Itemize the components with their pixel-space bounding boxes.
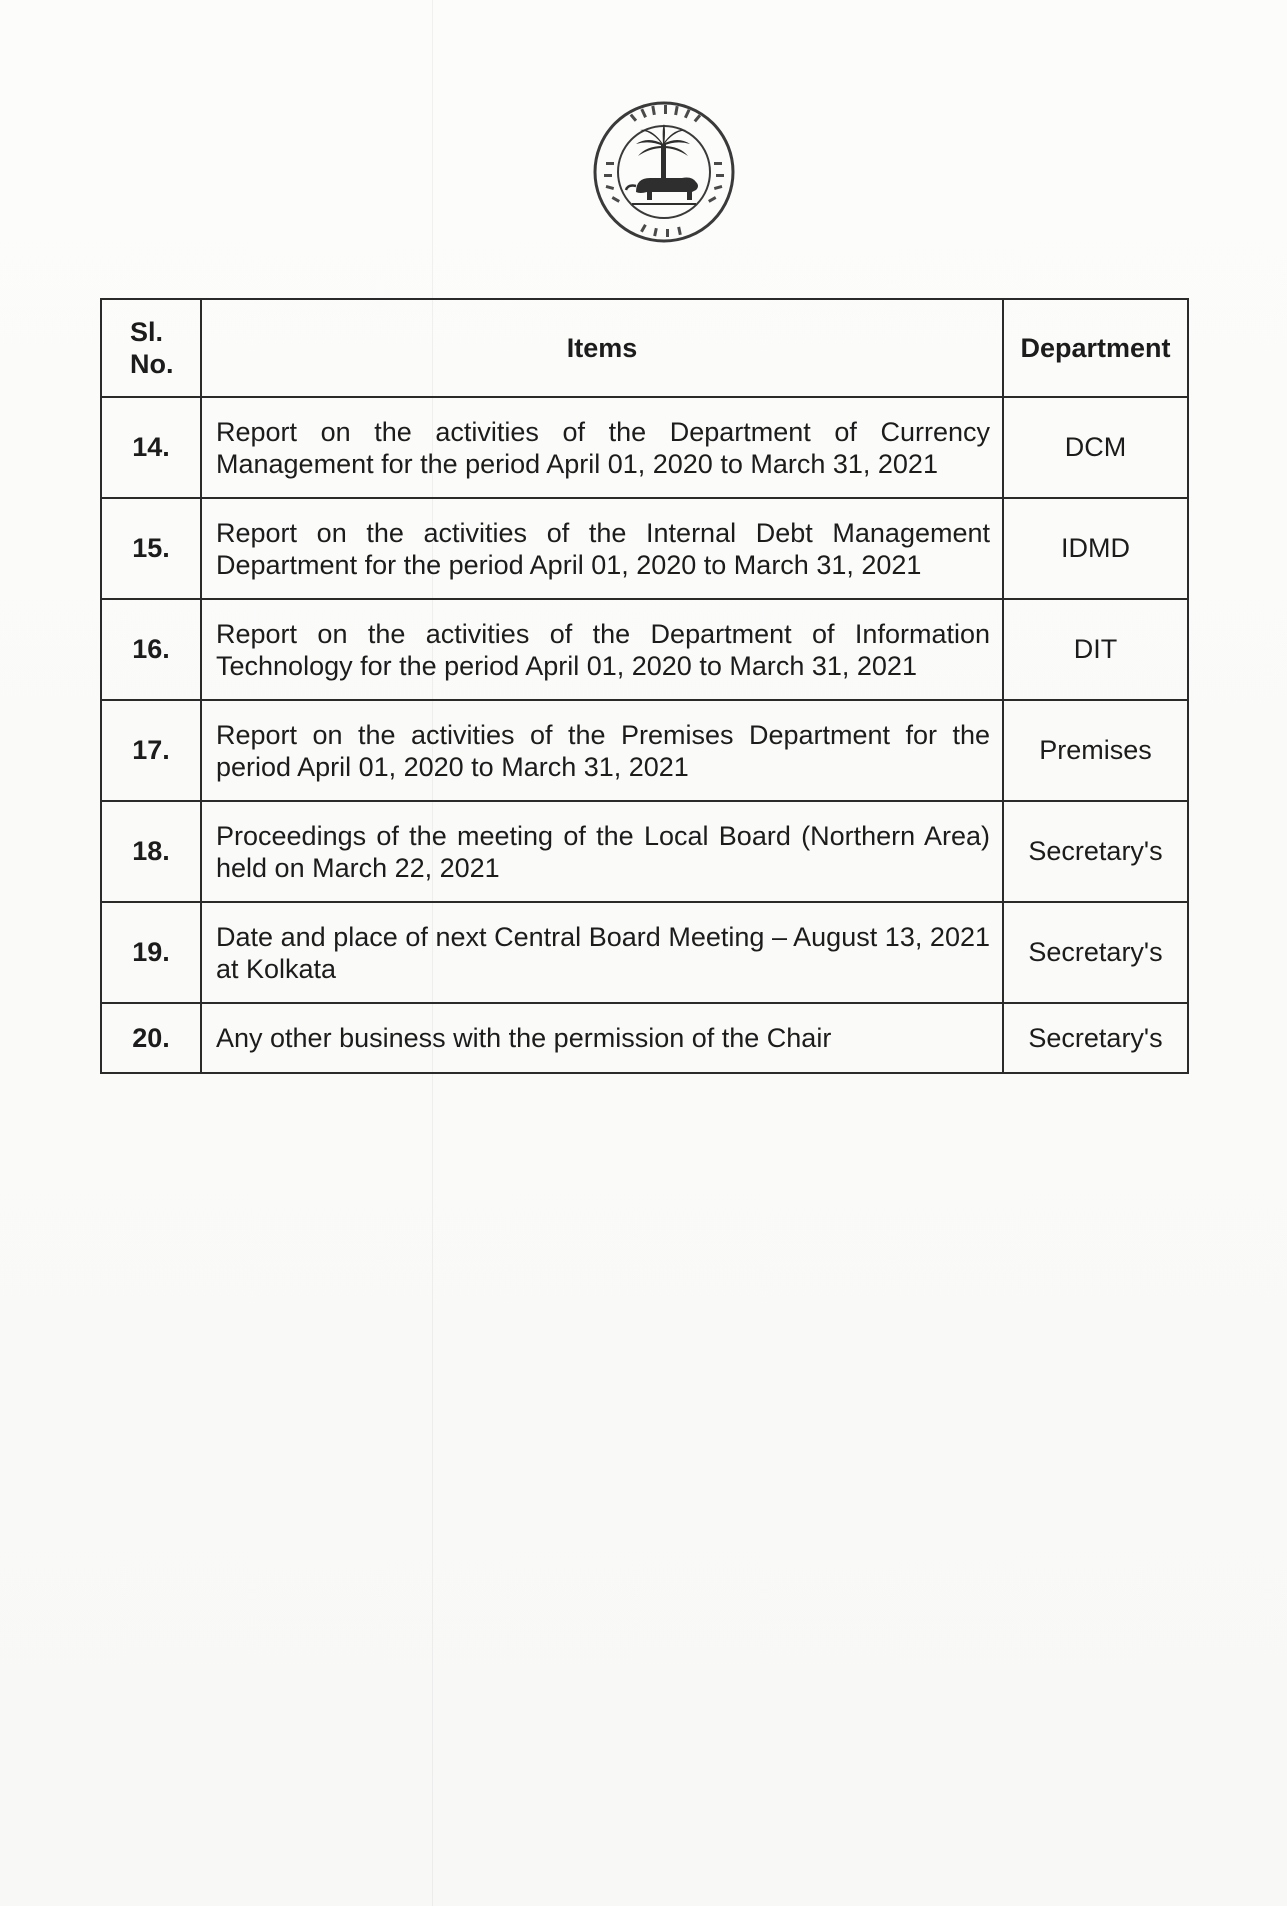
- table-row: [101, 397, 1188, 498]
- row-number: 20.: [101, 1003, 201, 1073]
- row-department: Secretary's: [1003, 801, 1188, 902]
- row-item: Report on the activities of the Department of Currency Management for the period April 01, 2020 to March 31, 2021: [201, 397, 1003, 498]
- row-department: DIT: [1003, 599, 1188, 700]
- row-item: Report on the activities of the Department of Information Technology for the period April 01, 2020 to March 31, 2021: [201, 599, 1003, 700]
- row-department: DCM: [1003, 397, 1188, 498]
- row-department: Premises: [1003, 700, 1188, 801]
- row-item: Report on the activities of the Internal Debt Management Department for the period April 01, 2020 to March 31, 2021: [201, 498, 1003, 599]
- table-row: [101, 700, 1188, 801]
- header-department: Department: [1003, 299, 1188, 397]
- row-item: Date and place of next Central Board Meeting – August 13, 2021 at Kolkata: [201, 902, 1003, 1003]
- row-number: 15.: [101, 498, 201, 599]
- table-header-row: [101, 299, 1188, 397]
- row-number: 19.: [101, 902, 201, 1003]
- table-row: [101, 801, 1188, 902]
- row-number: 18.: [101, 801, 201, 902]
- row-number: 17.: [101, 700, 201, 801]
- row-department: Secretary's: [1003, 1003, 1188, 1073]
- row-number: 14.: [101, 397, 201, 498]
- rbi-seal-logo: [592, 100, 736, 244]
- row-item: Report on the activities of the Premises Department for the period April 01, 2020 to March 31, 2021: [201, 700, 1003, 801]
- rbi-seal-icon: [592, 100, 736, 244]
- table-row: [101, 599, 1188, 700]
- table-row: [101, 498, 1188, 599]
- row-department: IDMD: [1003, 498, 1188, 599]
- header-sl-no: Sl. No.: [101, 299, 201, 397]
- agenda-table: [100, 298, 1189, 1074]
- row-item: Any other business with the permission of the Chair: [201, 1003, 1003, 1073]
- table-row: [101, 1003, 1188, 1073]
- row-item: Proceedings of the meeting of the Local Board (Northern Area) held on March 22, 2021: [201, 801, 1003, 902]
- row-number: 16.: [101, 599, 201, 700]
- header-items: Items: [201, 299, 1003, 397]
- row-department: Secretary's: [1003, 902, 1188, 1003]
- table-row: [101, 902, 1188, 1003]
